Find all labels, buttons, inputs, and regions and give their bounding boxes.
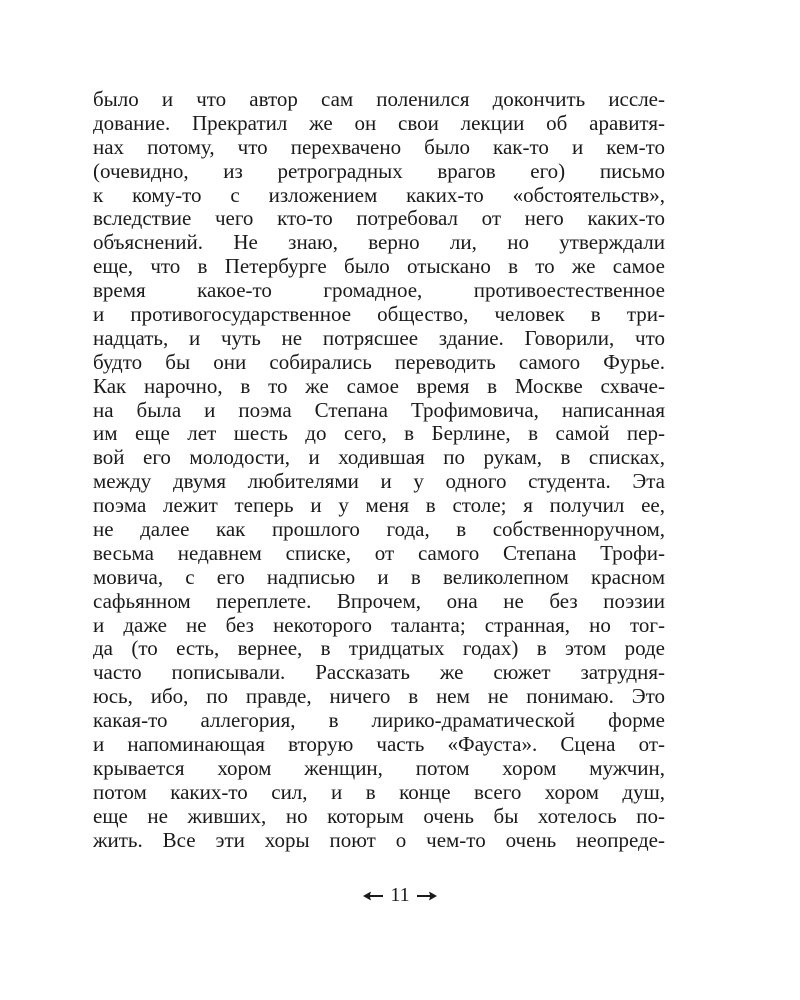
text-line: потом каких-то сил, и в конце всего хором душ, xyxy=(93,780,665,804)
text-line: жить. Все эти хоры поют о чем-то очень неопреде- xyxy=(93,828,665,852)
text-line: нах потому, что перехвачено было как-то и кем-то xyxy=(93,135,665,159)
text-line: вой его молодости, и ходившая по рукам, в списках, xyxy=(93,446,665,470)
text-line: не далее как прошлого года, в собственноручном, xyxy=(93,518,665,542)
text-line: им еще лет шесть до сего, в Берлине, в самой пер- xyxy=(93,422,665,446)
page-number: 11 xyxy=(390,884,410,906)
text-line: и противогосударственное общество, человек в три- xyxy=(93,303,665,327)
text-line: юсь, ибо, по правде, ничего в нем не понимаю. Это xyxy=(93,685,665,709)
text-line: какая-то аллегория, в лирико-драматической форме xyxy=(93,709,665,733)
text-line: время какое-то громадное, противоестественное xyxy=(93,279,665,303)
text-line: объяснений. Не знаю, верно ли, но утверждали xyxy=(93,231,665,255)
text-line: и даже не без некоторого таланта; странная, но тог- xyxy=(93,613,665,637)
text-line: Как нарочно, в то же самое время в Москве схваче- xyxy=(93,374,665,398)
text-line: весьма недавнем списке, от самого Степана Трофи- xyxy=(93,541,665,565)
text-line: будто бы они собирались переводить самого Фурье. xyxy=(93,350,665,374)
text-line: (очевидно, из ретроградных врагов его) письмо xyxy=(93,159,665,183)
text-line: еще не живших, но которым очень бы хотелось по- xyxy=(93,804,665,828)
text-line: вследствие чего кто-то потребовал от него каких-то xyxy=(93,207,665,231)
text-line: к кому-то с изложением каких-то «обстоятельств», xyxy=(93,183,665,207)
text-line: надцать, и чуть не потрясшее здание. Говорили, что xyxy=(93,326,665,350)
text-line: да (то есть, вернее, в тридцатых годах) в этом роде xyxy=(93,637,665,661)
text-line: между двумя любителями и у одного студента. Эта xyxy=(93,470,665,494)
text-line: поэма лежит теперь и у меня в столе; я получил ее, xyxy=(93,494,665,518)
text-line: дование. Прекратил же он свои лекции об аравитя- xyxy=(93,111,665,135)
text-line: было и что автор сам поленился докончить иссле- xyxy=(93,88,665,111)
text-line: сафьянном переплете. Впрочем, она не без поэзии xyxy=(93,589,665,613)
text-line: еще, что в Петербурге было отыскано в то же самое xyxy=(93,255,665,279)
right-ornament-icon xyxy=(416,890,438,902)
text-line: крывается хором женщин, потом хором мужчин, xyxy=(93,756,665,780)
text-line: часто пописывали. Рассказать же сюжет затрудня- xyxy=(93,661,665,685)
text-line: на была и поэма Степана Трофимовича, написанная xyxy=(93,398,665,422)
text-line: мовича, с его надписью и в великолепном красном xyxy=(93,565,665,589)
text-line: и напоминающая вторую часть «Фауста». Сцена от- xyxy=(93,733,665,757)
body-text xyxy=(93,88,665,853)
left-ornament-icon xyxy=(362,890,384,902)
page-folio xyxy=(0,884,800,907)
